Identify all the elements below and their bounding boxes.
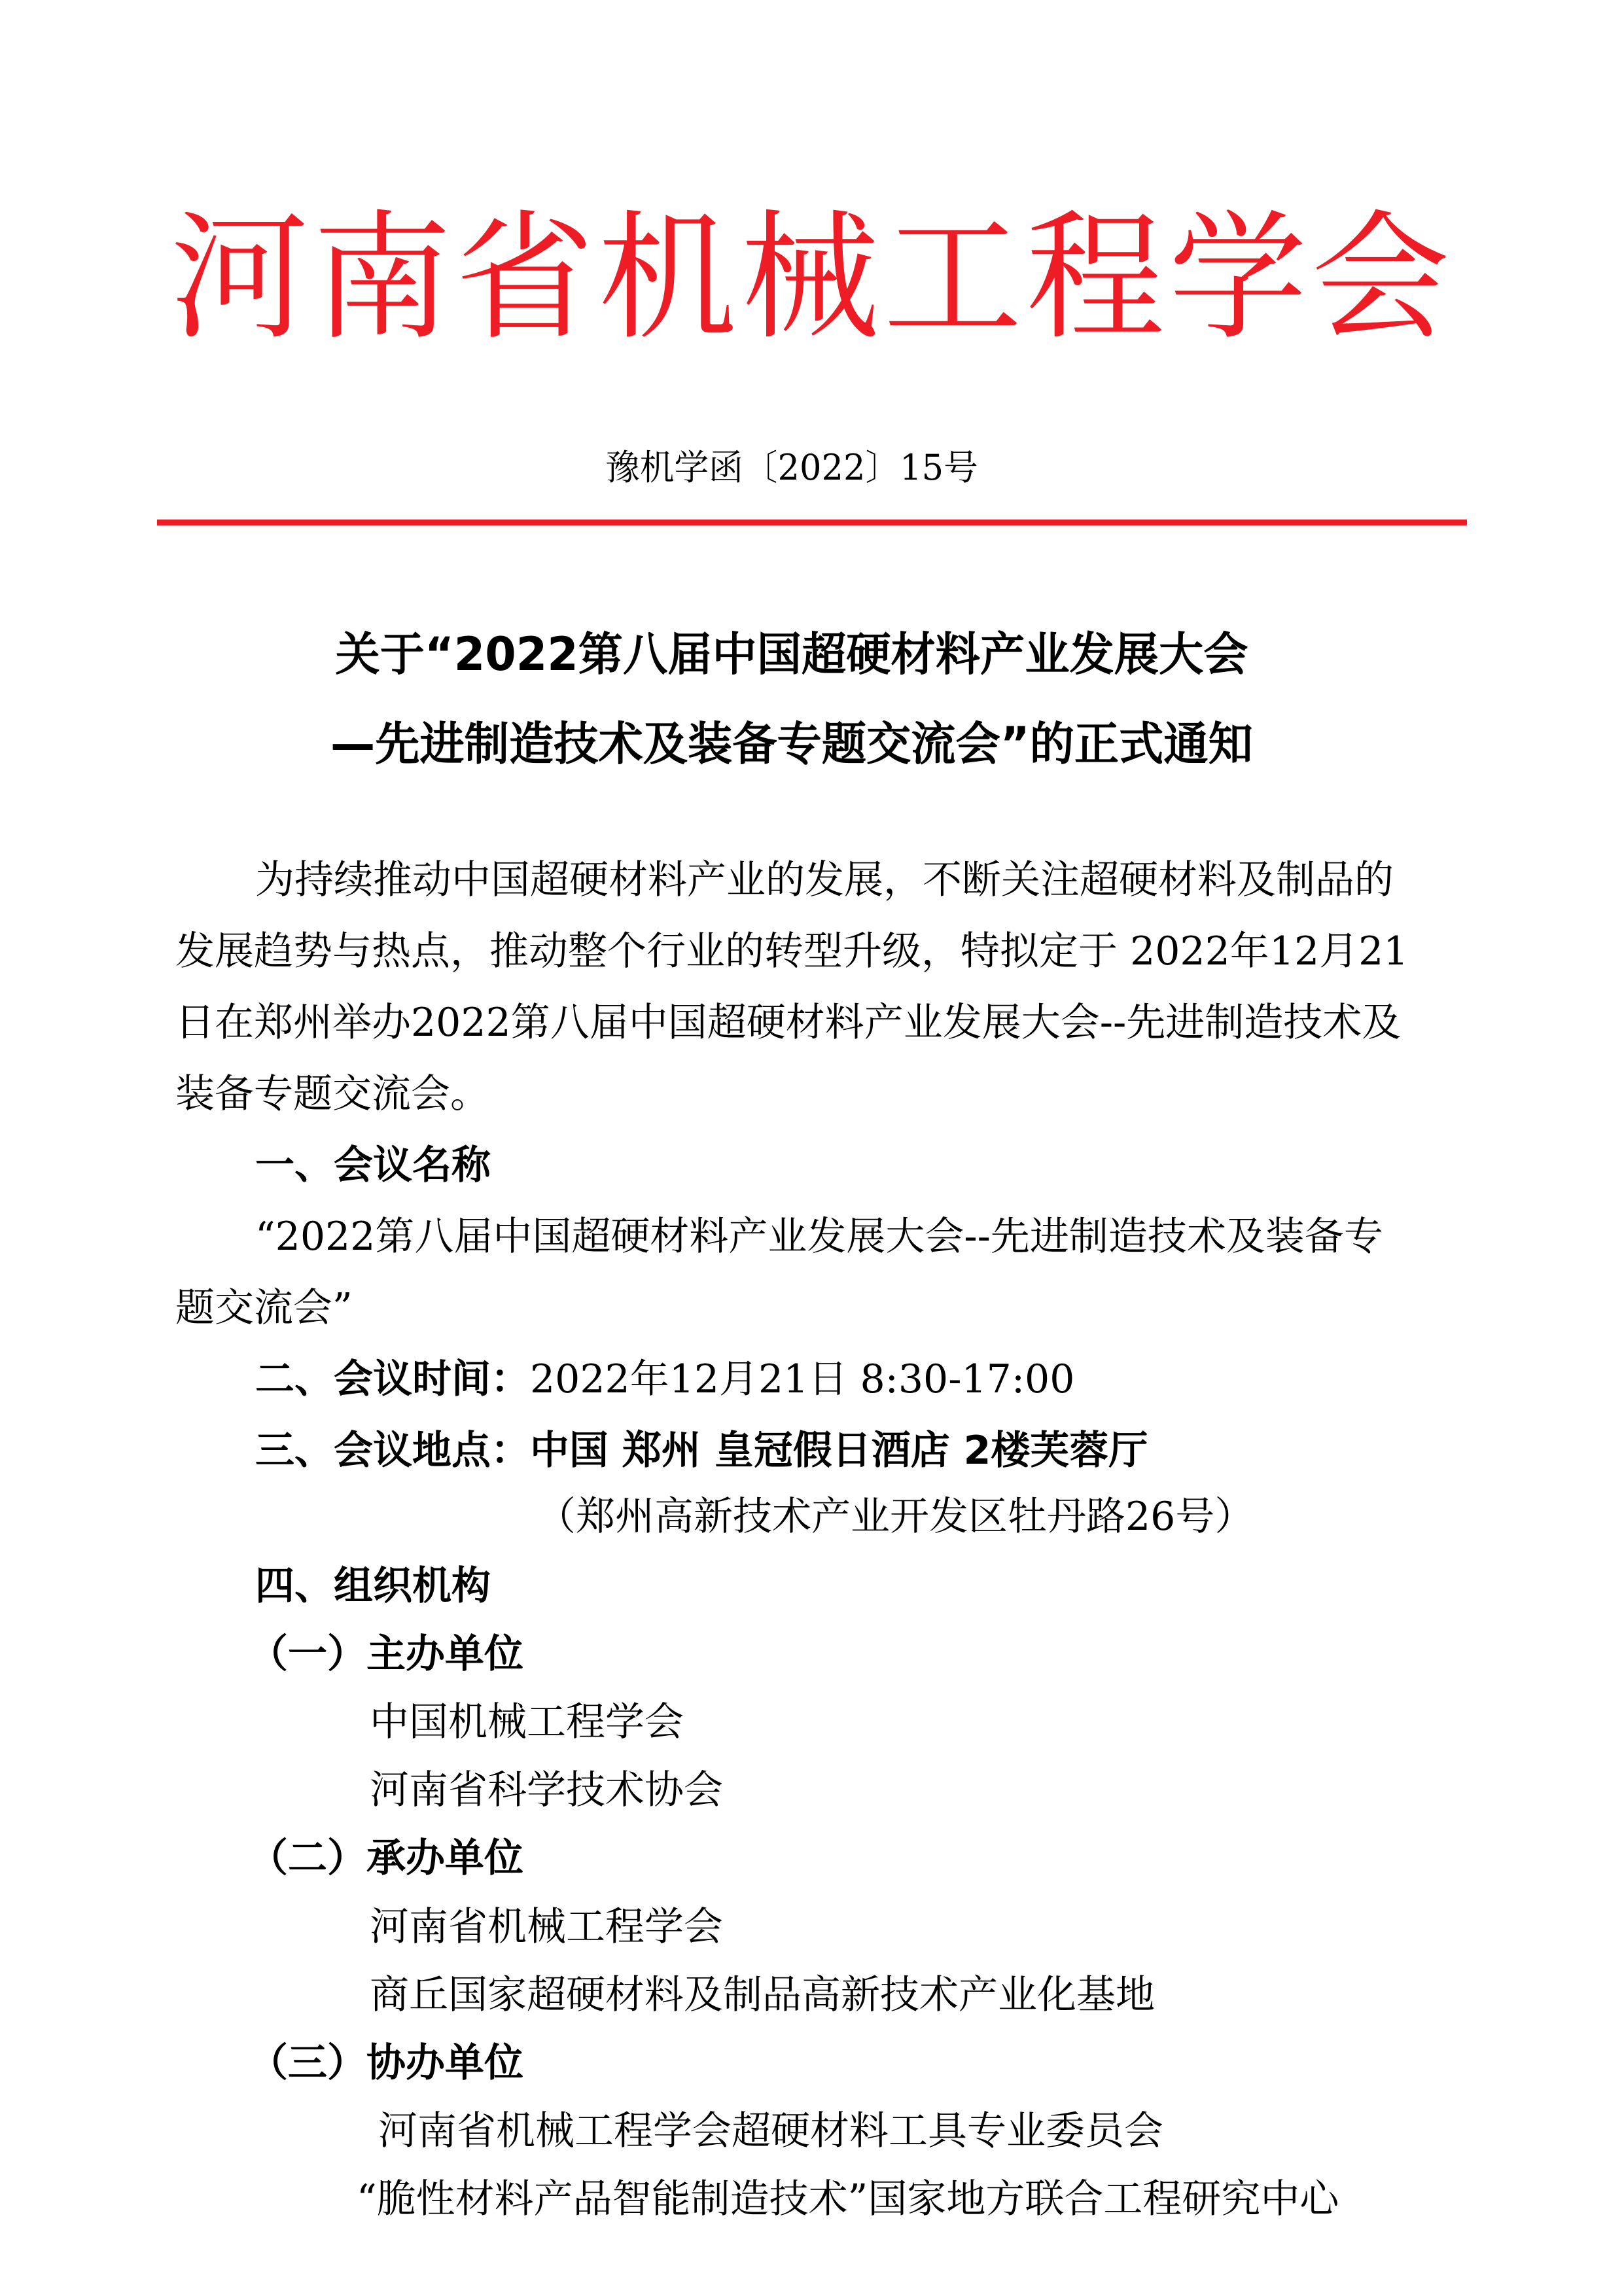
co-organizer-item: 河南省机械工程学会超硬材料工具专业委员会 bbox=[378, 2108, 1163, 2154]
meeting-venue-address: （郑州高新技术产业开发区牡丹路26号） bbox=[537, 1494, 1254, 1540]
meeting-name-line-1: “2022第八届中国超硬材料产业发展大会--先进制造技术及装备专 bbox=[255, 1214, 1383, 1260]
meeting-venue-row bbox=[255, 1424, 1148, 1477]
subheading-co-organizers: （三）协办单位 bbox=[249, 2040, 523, 2086]
organizer-item: 河南省机械工程学会 bbox=[370, 1904, 723, 1950]
intro-paragraph-line-3: 日在郑州举办2022第八届中国超硬材料产业发展大会--先进制造技术及 bbox=[175, 1000, 1402, 1046]
co-organizer-item: “脆性材料产品智能制造技术”国家地方联合工程研究中心 bbox=[357, 2176, 1339, 2222]
notice-title-line-2: —先进制造技术及装备专题交流会”的正式通知 bbox=[330, 717, 1253, 771]
section-heading-organizations: 四、组织机构 bbox=[255, 1563, 491, 1609]
section-heading-meeting-name: 一、会议名称 bbox=[255, 1142, 491, 1188]
meeting-venue-value: 中国 郑州 皇冠假日酒店 2楼芙蓉厅 bbox=[530, 1428, 1148, 1474]
intro-paragraph-line-4: 装备专题交流会。 bbox=[175, 1071, 489, 1117]
red-divider-rule bbox=[157, 520, 1467, 525]
meeting-time-row bbox=[255, 1353, 1074, 1405]
sponsor-item: 河南省科学技术协会 bbox=[370, 1767, 723, 1813]
organization-header: 河南省机械工程学会 bbox=[170, 197, 1454, 359]
organizer-item: 商丘国家超硬材料及制品高新技术产业化基地 bbox=[370, 1972, 1155, 2018]
subheading-organizers: （二）承办单位 bbox=[249, 1835, 523, 1881]
sponsor-item: 中国机械工程学会 bbox=[370, 1699, 684, 1745]
meeting-name-line-2: 题交流会” bbox=[175, 1285, 353, 1331]
notice-title-line-1: 关于“2022第八届中国超硬材料产业发展大会 bbox=[335, 627, 1248, 681]
section-heading-meeting-venue: 三、会议地点： bbox=[255, 1428, 530, 1474]
meeting-time-value: 2022年12月21日 8:30-17:00 bbox=[530, 1356, 1075, 1402]
intro-paragraph-line-1: 为持续推动中国超硬材料产业的发展，不断关注超硬材料及制品的 bbox=[255, 857, 1394, 903]
section-heading-meeting-time: 二、会议时间： bbox=[255, 1356, 530, 1402]
subheading-sponsors: （一）主办单位 bbox=[249, 1631, 523, 1677]
document-number: 豫机学函〔2022〕15号 bbox=[605, 447, 978, 488]
intro-paragraph-line-2: 发展趋势与热点，推动整个行业的转型升级，特拟定于 2022年12月21 bbox=[175, 928, 1409, 974]
